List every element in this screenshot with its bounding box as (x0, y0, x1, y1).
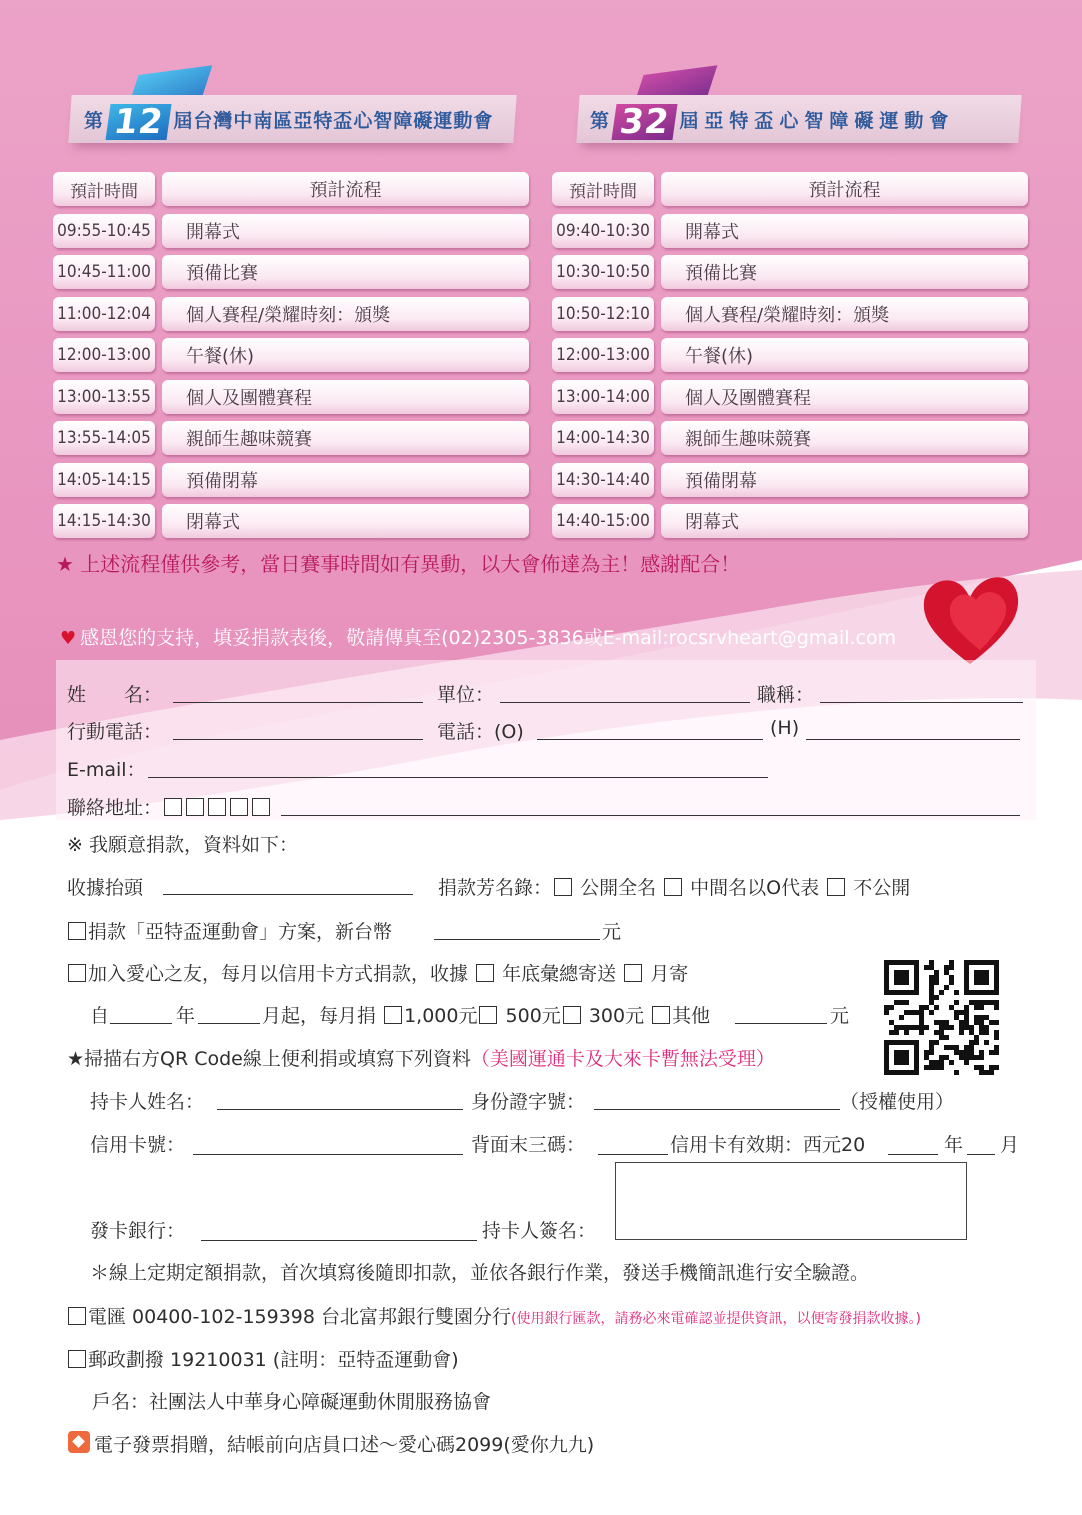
event-number: 32 (611, 104, 677, 140)
schedule-note: ★ 上述流程僅供參考，當日賽事時間如有異動，以大會佈達為主！感謝配合！ (56, 552, 741, 576)
schedule-item: 預備比賽 (661, 255, 1028, 289)
amount-options (262, 1001, 710, 1028)
checkbox-plan[interactable] (68, 922, 86, 940)
schedule-row (552, 463, 1028, 497)
schedule-item: 個人及團體賽程 (661, 380, 1028, 414)
donor-list-label: 捐款芳名錄： (438, 877, 553, 899)
phone-office-label: 電話：(O) (437, 721, 524, 743)
signature-label: 持卡人簽名： (482, 1220, 597, 1242)
cvv-label: 背面末三碼： (471, 1134, 586, 1156)
event-title-right (590, 104, 954, 140)
schedule-time: 09:40-10:30 (552, 214, 654, 248)
header-flow: 預計流程 (162, 172, 529, 206)
card-number-field[interactable] (193, 1154, 463, 1155)
postcode-box[interactable] (186, 798, 204, 816)
schedule-row (552, 214, 1028, 248)
amount-other: 其他 (672, 1005, 711, 1027)
name-label: 姓 名： (67, 684, 163, 706)
schedule-item: 預備閉幕 (162, 463, 529, 497)
postcode-box[interactable] (164, 798, 182, 816)
postal-text: 郵政劃撥 19210031 (註明：亞特盃運動會) (88, 1349, 459, 1371)
email-label: E-mail： (67, 759, 146, 781)
schedule-time: 13:00-14:00 (552, 380, 654, 414)
option-middle: 中間名以O代表 (690, 877, 820, 899)
heart-icon (918, 572, 1023, 667)
willing-heading: ※ 我願意捐款，資料如下： (67, 834, 298, 856)
schedule-row (53, 297, 529, 331)
postcode-box[interactable] (208, 798, 226, 816)
header-time: 預計時間 (552, 172, 654, 206)
mobile-field[interactable] (173, 739, 423, 740)
other-amount-field[interactable] (735, 1023, 827, 1024)
name-field[interactable] (173, 702, 423, 703)
postcode-box[interactable] (230, 798, 248, 816)
checkbox-yearly-send[interactable] (476, 964, 494, 982)
schedule-time: 14:05-14:15 (53, 463, 155, 497)
schedule-item: 個人賽程/榮耀時刻：頒獎 (661, 297, 1028, 331)
schedule-time: 13:55-14:05 (53, 421, 155, 455)
thanks-line (60, 623, 896, 650)
event-title-text: 屆台灣中南區亞特盃心智障礙運動會 (173, 110, 494, 132)
schedule-item: 開幕式 (162, 214, 529, 248)
bank-label: 發卡銀行： (90, 1220, 186, 1242)
wire-line (66, 1302, 921, 1329)
schedule-row (552, 421, 1028, 455)
phone-home-label: (H) (770, 717, 800, 739)
unit-field[interactable] (500, 702, 750, 703)
schedule-header-row (53, 172, 529, 206)
card-number-label: 信用卡號： (90, 1134, 186, 1156)
postal-line (66, 1345, 459, 1372)
donor-list-options (438, 873, 910, 900)
schedule-time: 10:50-12:10 (552, 297, 654, 331)
monthly-line (66, 959, 688, 986)
checkbox-private[interactable] (827, 878, 845, 896)
schedule-item: 個人及團體賽程 (162, 380, 529, 414)
qr-code[interactable] (884, 960, 999, 1075)
phone-home-field[interactable] (806, 739, 1020, 740)
address-field[interactable] (281, 815, 1020, 816)
option-public: 公開全名 (580, 877, 657, 899)
schedule-item: 午餐(休) (661, 338, 1028, 372)
schedule-time: 14:30-14:40 (552, 463, 654, 497)
schedule-row (53, 255, 529, 289)
schedule-row (552, 255, 1028, 289)
event-title-text: 屆亞特盃心智障礙運動會 (679, 110, 955, 132)
address-label-text: 聯絡地址： (67, 797, 163, 819)
schedule-time: 10:30-10:50 (552, 255, 654, 289)
checkbox-monthly-send[interactable] (624, 964, 642, 982)
expiry-label: 信用卡有效期：西元20 (670, 1134, 866, 1156)
id-field[interactable] (594, 1109, 840, 1110)
checkbox-public[interactable] (554, 878, 572, 896)
from-label: 自 (90, 1005, 110, 1027)
checkbox-300[interactable] (563, 1006, 581, 1024)
bank-field[interactable] (201, 1240, 477, 1241)
year-label: 年 (176, 1005, 196, 1027)
schedule-row (552, 380, 1028, 414)
schedule-table-left (53, 172, 529, 546)
amount-1000: 1,000元 (404, 1005, 478, 1027)
amount-yuan: 元 (830, 1005, 850, 1027)
postcode-box[interactable] (252, 798, 270, 816)
schedule-row (53, 214, 529, 248)
schedule-item: 閉幕式 (661, 504, 1028, 538)
schedule-header-row (552, 172, 1028, 206)
qr-line (67, 1044, 775, 1071)
sms-note: ＊線上定期定額捐款，首次填寫後隨即扣款，並依各銀行作業，發送手機簡訊進行安全驗證。 (90, 1262, 870, 1284)
qr-note: （美國運通卡及大來卡暫無法受理） (470, 1048, 775, 1070)
wire-text: 電匯 00400-102-159398 台北富邦銀行雙園分行 (88, 1306, 512, 1328)
schedule-time: 11:00-12:04 (53, 297, 155, 331)
schedule-item: 預備比賽 (162, 255, 529, 289)
wire-note: (使用銀行匯款，請務必來電確認並提供資訊，以便寄發捐款收據。) (511, 1311, 921, 1327)
phone-office-field[interactable] (537, 739, 763, 740)
schedule-row (552, 338, 1028, 372)
schedule-item: 個人賽程/榮耀時刻：頒獎 (162, 297, 529, 331)
month-from-label: 月起，每月捐 (262, 1005, 377, 1027)
schedule-row (53, 421, 529, 455)
plan-yuan: 元 (602, 921, 622, 943)
schedule-item: 預備閉幕 (661, 463, 1028, 497)
checkbox-other[interactable] (652, 1006, 670, 1024)
expiry-year-unit: 年 (944, 1134, 964, 1156)
amount-500: 500元 (505, 1005, 561, 1027)
schedule-item: 親師生趣味競賽 (162, 421, 529, 455)
schedule-row (552, 297, 1028, 331)
schedule-row (53, 380, 529, 414)
from-year-field[interactable] (110, 1023, 172, 1024)
schedule-time: 13:00-13:55 (53, 380, 155, 414)
expiry-month-field[interactable] (967, 1154, 995, 1155)
checkbox-monthly[interactable] (68, 964, 86, 982)
schedule-item: 閉幕式 (162, 504, 529, 538)
schedule-time: 14:15-14:30 (53, 504, 155, 538)
mobile-label: 行動電話： (67, 721, 163, 743)
option-private: 不公開 (853, 877, 911, 899)
heart-icon: ♥ (60, 628, 77, 649)
monthly-send-label: 月寄 (650, 963, 689, 985)
job-title-field[interactable] (820, 702, 1023, 703)
event-title-left (84, 104, 493, 140)
holder-label: 持卡人姓名： (90, 1091, 205, 1113)
schedule-item: 親師生趣味競賽 (661, 421, 1028, 455)
schedule-row (53, 504, 529, 538)
thanks-text: 感恩您的支持，填妥捐款表後，敬請傳真至(02)2305-3836或E-mail:rocsrvheart@gmail.com (80, 627, 897, 649)
schedule-time: 12:00-13:00 (53, 338, 155, 372)
signature-box[interactable] (615, 1162, 967, 1240)
schedule-item: 開幕式 (661, 214, 1028, 248)
yearly-send-label: 年底彙總寄送 (502, 963, 617, 985)
schedule-time: 12:00-13:00 (552, 338, 654, 372)
schedule-row (552, 504, 1028, 538)
checkbox-500[interactable] (479, 1006, 497, 1024)
schedule-item: 午餐(休) (162, 338, 529, 372)
einvoice-icon (68, 1431, 90, 1453)
einvoice-text: 電子發票捐贈，結帳前向店員口述～愛心碼2099(愛你九九) (94, 1434, 595, 1456)
header-flow: 預計流程 (661, 172, 1028, 206)
schedule-row (53, 463, 529, 497)
email-field[interactable] (148, 777, 768, 778)
holder-field[interactable] (217, 1109, 463, 1110)
address-label (67, 793, 272, 820)
expiry-year-field[interactable] (888, 1154, 938, 1155)
schedule-time: 14:00-14:30 (552, 421, 654, 455)
checkbox-postal[interactable] (68, 1350, 86, 1368)
schedule-row (53, 338, 529, 372)
monthly-label: 加入愛心之友，每月以信用卡方式捐款，收據 (88, 963, 469, 985)
schedule-table-right (552, 172, 1028, 546)
event-di: 第 (590, 110, 611, 132)
event-number: 12 (105, 104, 171, 140)
job-title-label: 職稱： (757, 684, 815, 706)
receipt-title-label: 收據抬頭 (67, 877, 144, 899)
schedule-time: 14:40-15:00 (552, 504, 654, 538)
amount-300: 300元 (588, 1005, 645, 1027)
plan-label: 捐款「亞特盃運動會」方案，新台幣 (88, 921, 393, 943)
unit-label: 單位： (437, 684, 495, 706)
from-month-field[interactable] (198, 1023, 260, 1024)
qr-instruction: ★掃描右方QR Code線上便利捐或填寫下列資料 (67, 1048, 471, 1070)
auth-label: （授權使用） (840, 1091, 955, 1113)
plan-line (66, 917, 392, 944)
header-time: 預計時間 (53, 172, 155, 206)
expiry-month-unit: 月 (1000, 1134, 1020, 1156)
checkbox-wire[interactable] (68, 1307, 86, 1325)
id-label: 身份證字號： (471, 1091, 586, 1113)
schedule-time: 09:55-10:45 (53, 214, 155, 248)
checkbox-middle[interactable] (664, 878, 682, 896)
receipt-title-field[interactable] (163, 894, 413, 895)
event-di: 第 (84, 110, 105, 132)
schedule-time: 10:45-11:00 (53, 255, 155, 289)
cvv-field[interactable] (598, 1154, 668, 1155)
account-name: 戶名：社團法人中華身心障礙運動休閒服務協會 (92, 1391, 492, 1413)
checkbox-1000[interactable] (384, 1006, 402, 1024)
plan-amount-field[interactable] (434, 939, 600, 940)
